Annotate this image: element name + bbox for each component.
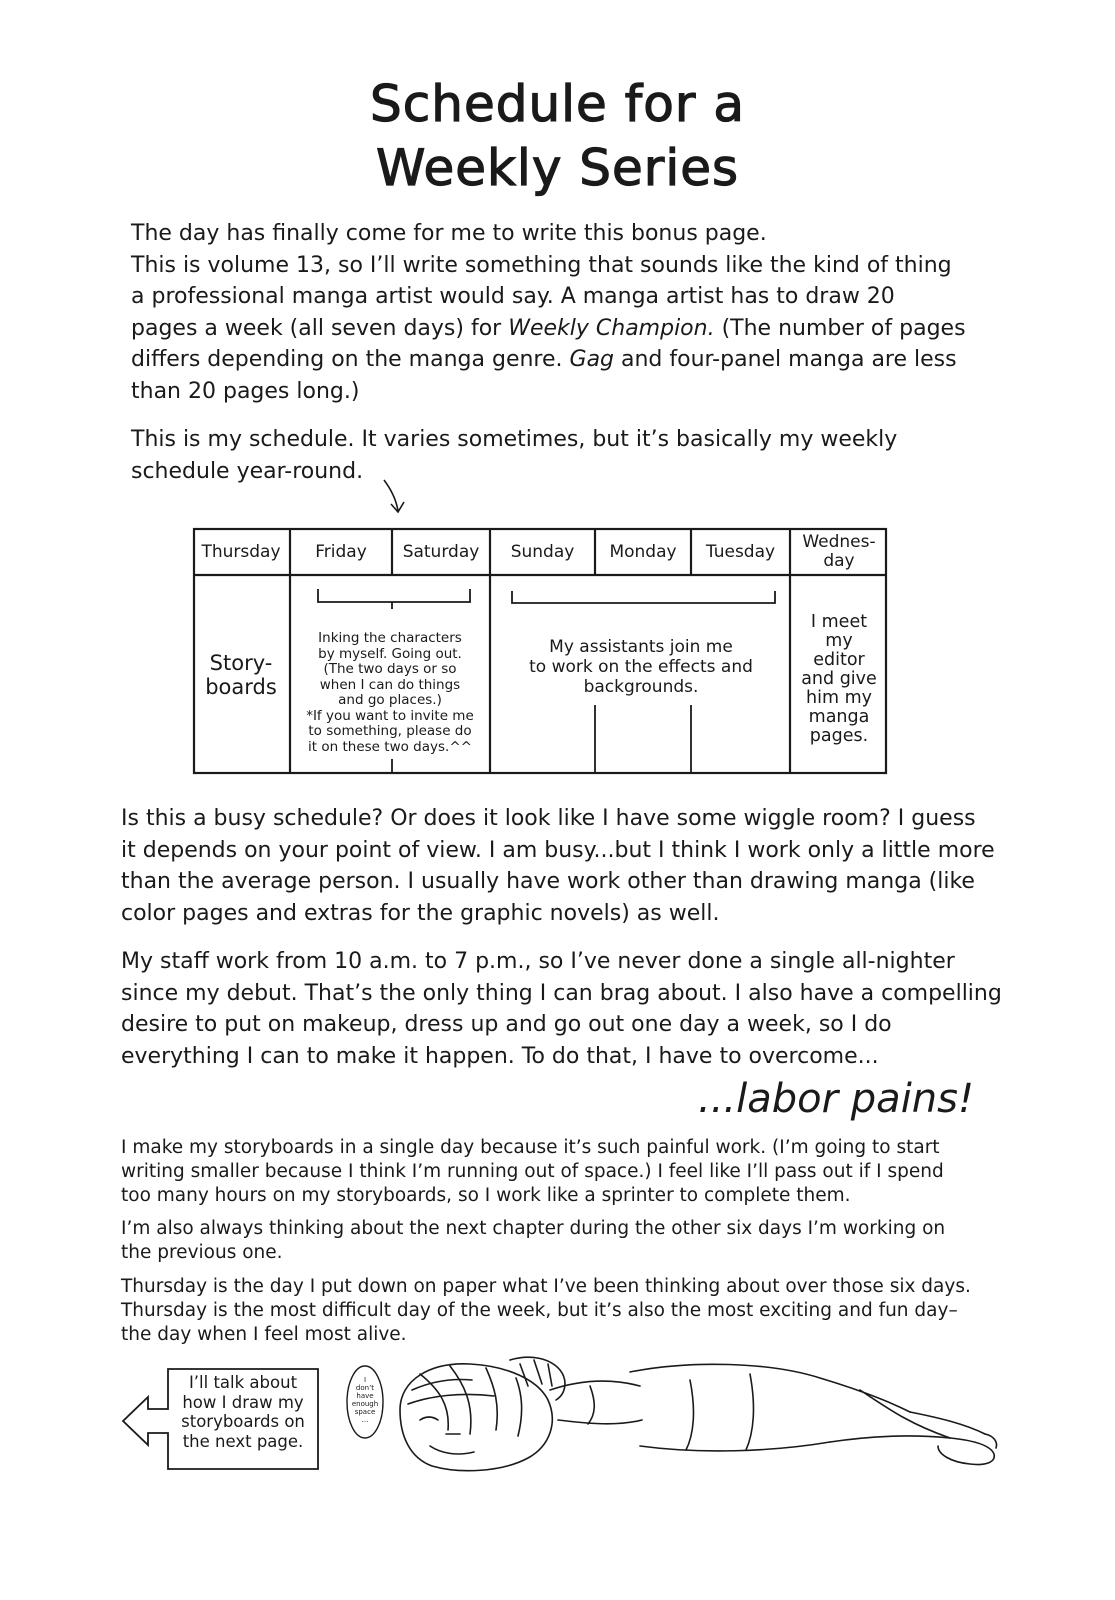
weekly-schedule-table [192, 527, 888, 775]
intro-paragraph [131, 218, 966, 407]
schedule-intro-paragraph [131, 424, 897, 487]
page-title [0, 72, 1115, 200]
labor-pains-heading: ...labor pains! [698, 1076, 975, 1122]
next-page-note [120, 1365, 340, 1480]
day-wednesday: Wednes- day [802, 532, 876, 571]
day-monday: Monday [609, 541, 677, 562]
intro-line: than 20 pages long.) [131, 378, 360, 404]
intro-line: The day has finally come for me to write this bonus page. [131, 221, 767, 246]
intro-line: a professional manga artist would say. A manga artist has to draw 20 [131, 284, 895, 309]
note-line: storyboards on [181, 1412, 305, 1431]
thinking-line: the previous one. [121, 1242, 283, 1263]
speech-bubble [343, 1362, 387, 1442]
speech-bubble-text: I don’t have enough space ... [351, 1376, 379, 1424]
day-sunday: Sunday [510, 541, 575, 562]
next-page-note-text [173, 1373, 313, 1451]
thursday-paragraph [121, 1275, 971, 1347]
editor-cell: I meet my editor and give him my manga pages. [801, 612, 877, 746]
day-tuesday: Tuesday [705, 541, 776, 562]
staff-paragraph [121, 946, 1002, 1072]
title-line-1: Schedule for a [370, 75, 745, 133]
genre-gag: Gag [569, 347, 615, 372]
busy-line: it depends on your point of view. I am busy...but I think I work only a little more [121, 837, 995, 863]
lying-artist-illustration [390, 1350, 1000, 1485]
busy-line: Is this a busy schedule? Or does it look like I have some wiggle room? I guess [121, 806, 976, 831]
inking-cell: Inking the characters by myself. Going out. (The two days or so when I can do things and go places.) *If you want to invite me to something, please do it on these two days.^^ [306, 630, 474, 755]
title-line-2: Weekly Series [375, 139, 740, 197]
note-line: the next page. [182, 1431, 304, 1451]
storyboards-line: I make my storyboards in a single day because it’s such painful work. (I’m going to start [121, 1137, 940, 1158]
thursday-line: Thursday is the day I put down on paper what I’ve been thinking about over those six days. [121, 1276, 971, 1297]
staff-line: My staff work from 10 a.m. to 7 p.m., so I’ve never done a single all-nighter [121, 949, 955, 974]
note-line: I’ll talk about [188, 1373, 298, 1392]
schedule-intro-line: This is my schedule. It varies sometimes, but it’s basically my weekly [131, 427, 898, 452]
note-line: how I draw my [182, 1392, 304, 1412]
thursday-line: Thursday is the most difficult day of the week, but it’s also the most exciting and fun day– [121, 1300, 958, 1321]
busy-line: color pages and extras for the graphic novels) as well. [121, 900, 720, 926]
day-friday: Friday [315, 541, 367, 562]
assistants-cell: My assistants join me to work on the effects and backgrounds. [529, 637, 753, 697]
busy-line: than the average person. I usually have work other than drawing manga (like [121, 869, 975, 894]
intro-line: differs depending on the manga genre. Gag and four-panel manga are less [131, 347, 957, 372]
storyboards-line: too many hours on my storyboards, so I work like a sprinter to complete them. [121, 1185, 851, 1206]
intro-line: This is volume 13, so I’ll write something that sounds like the kind of thing [131, 252, 952, 278]
busy-paragraph [121, 803, 995, 929]
storyboards-paragraph [121, 1136, 944, 1208]
staff-line: desire to put on makeup, dress up and go out one day a week, so I do [121, 1012, 892, 1037]
thinking-paragraph [121, 1217, 945, 1265]
day-saturday: Saturday [402, 541, 480, 562]
storyboards-cell: Story- boards [205, 651, 277, 699]
storyboards-line: writing smaller because I think I’m running out of space.) I feel like I’ll pass out if I spend [121, 1161, 944, 1182]
intro-line: pages a week (all seven days) for Weekly Champion. (The number of pages [131, 315, 966, 341]
thursday-line: the day when I feel most alive. [121, 1324, 407, 1345]
staff-line: since my debut. That’s the only thing I can brag about. I also have a compelling [121, 980, 1002, 1006]
pointer-arrow-icon [378, 478, 418, 518]
schedule-intro-line: schedule year-round. [131, 458, 364, 484]
staff-line: everything I can to make it happen. To do that, I have to overcome... [121, 1043, 879, 1069]
day-thursday: Thursday [201, 541, 281, 562]
thinking-line: I’m also always thinking about the next chapter during the other six days I’m working on [121, 1218, 946, 1239]
magazine-title: Weekly Champion. [508, 315, 715, 341]
